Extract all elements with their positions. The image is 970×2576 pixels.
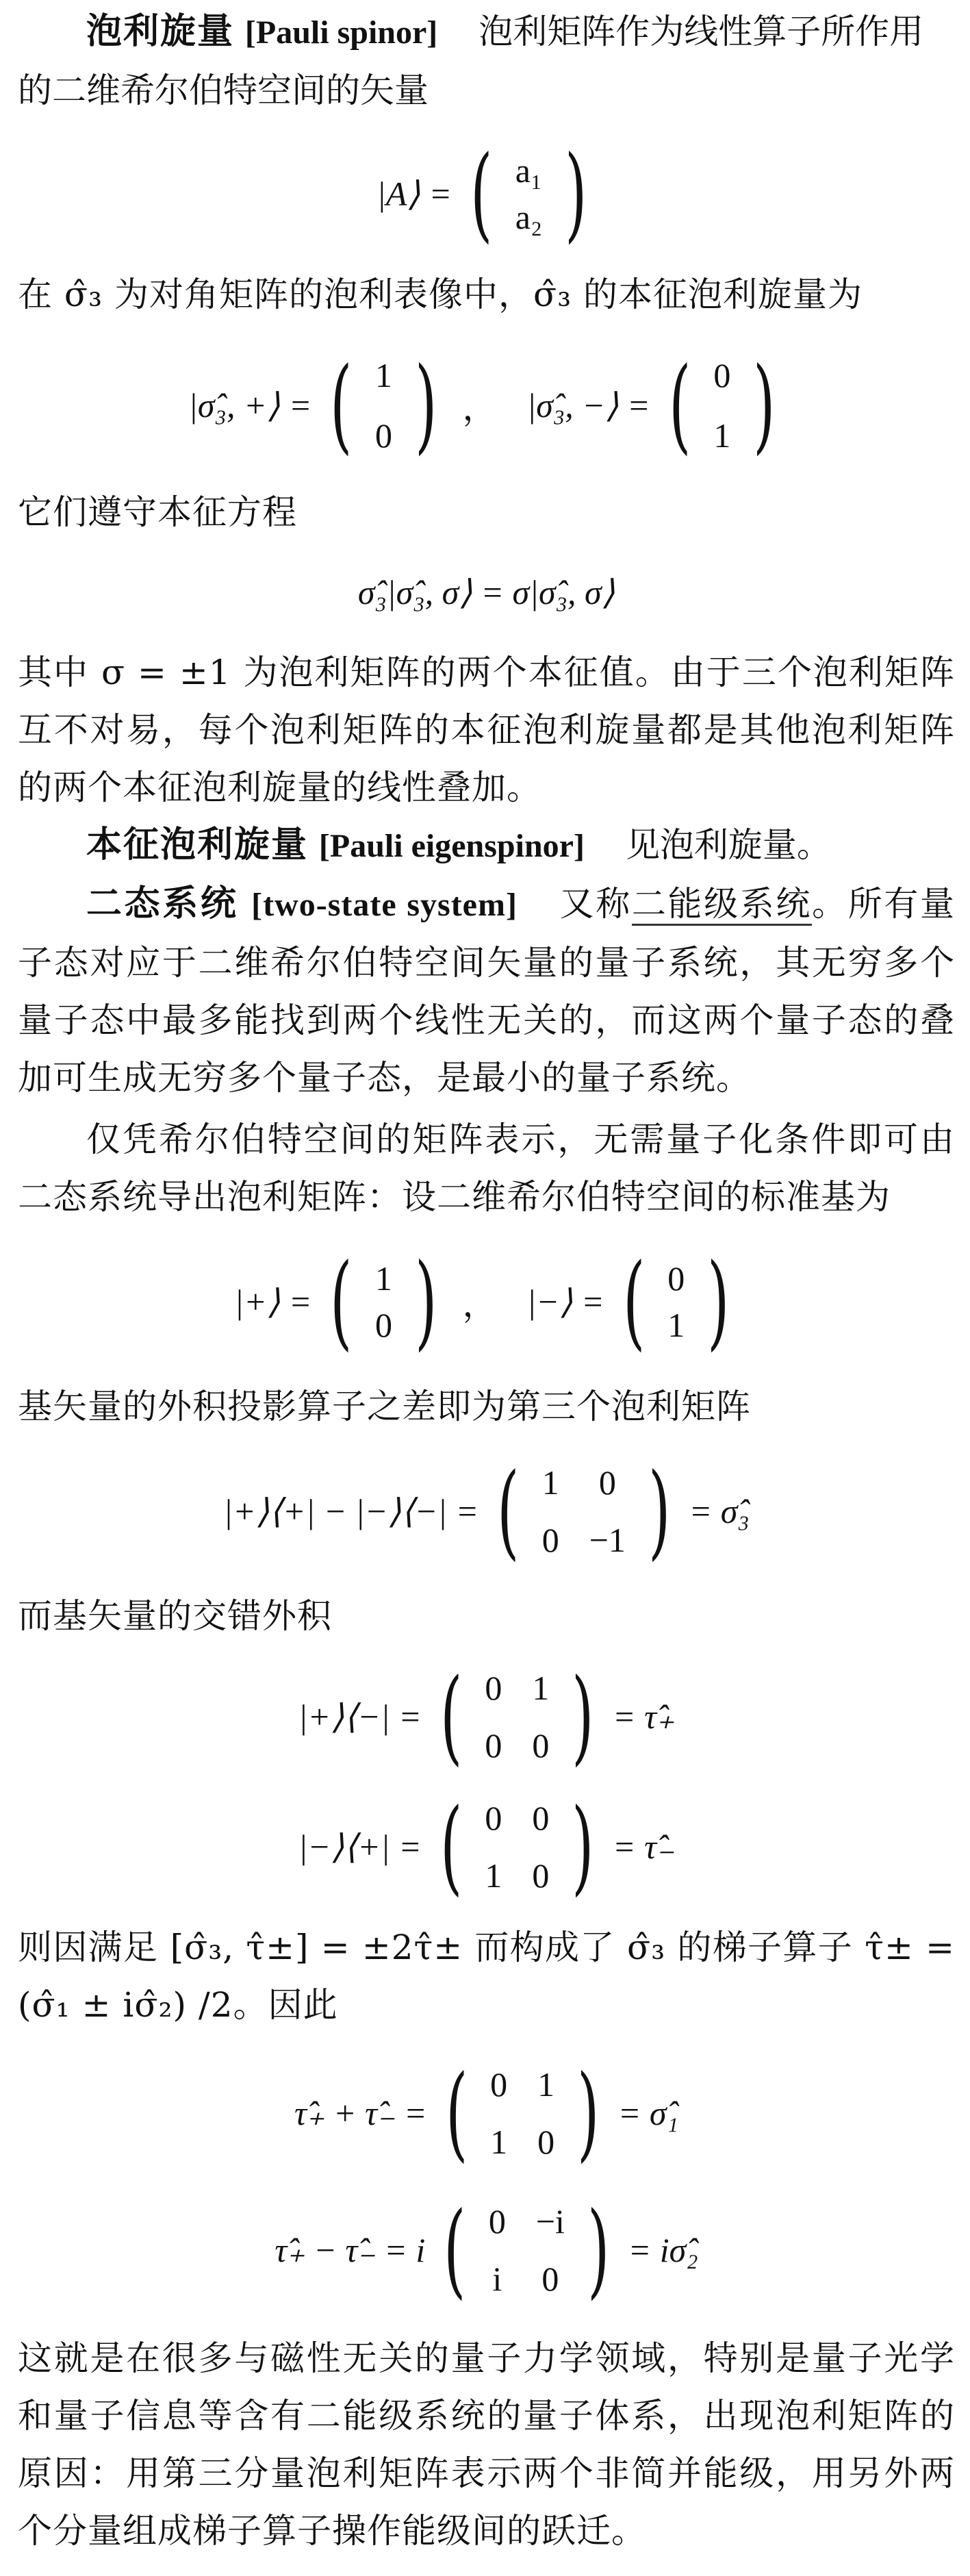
- column-vector: a₁ a₂: [515, 151, 543, 236]
- paragraph: 仅凭希尔伯特空间的矩阵表示，无需量子化条件即可由二态系统导出泡利矩阵：设二维希尔伯特空间的标准基为: [18, 1120, 955, 1217]
- paragraph: 它们遵守本征方程: [18, 492, 297, 532]
- entry-definition: 泡利矩阵作为线性算子所作用的二维希尔伯特空间的矢量: [18, 12, 924, 110]
- equation-spinor: |A⟩ = ( a₁ a₂ ): [376, 134, 587, 253]
- equation-tau-plus: |+⟩⟨−| = ( 0 1 0 0 ) = τ̂₊: [298, 1657, 675, 1776]
- equation-sigma2: τ̂₊ − τ̂₋ = i ( 0 −i i 0 ) = iσ̂₂: [275, 2190, 698, 2310]
- entry-term: 泡利旋量: [86, 11, 235, 52]
- paragraph: 基矢量的外积投影算子之差即为第三个泡利矩阵: [18, 1387, 751, 1426]
- paragraph: 则因满足 [σ̂₃, τ̂±] = ±2τ̂± 而构成了 σ̂₃ 的梯子算子 τ̂± = (σ̂₁ ± iσ̂₂) /2。因此: [18, 1928, 955, 2025]
- paragraph: 而基矢量的交错外积: [18, 1596, 332, 1636]
- entry-english: [Pauli spinor]: [244, 14, 438, 51]
- equation-sigma3: |+⟩⟨+| − |−⟩⟨−| = ( 1 0 0 −1 ) = σ̂₃: [223, 1452, 750, 1571]
- paragraph: 其中 σ = ±1 为泡利矩阵的两个本征值。由于三个泡利矩阵互不对易，每个泡利矩阵的本征泡利旋量都是其他泡利矩阵的两个本征泡利旋量的线性叠加。: [18, 653, 955, 807]
- equation-sigma1: τ̂₊ + τ̂₋ = ( 0 1 1 0 ) = σ̂₁: [294, 2054, 678, 2173]
- equation-eigen: σ̂₃|σ̂₃, σ⟩ = σ|σ̂₃, σ⟩: [357, 573, 615, 611]
- paragraph: 这就是在很多与磁性无关的量子力学领域，特别是量子光学和量子信息等含有二能级系统的量子体系，出现泡利矩阵的原因：用第三分量泡利矩阵表示两个非简并能级，用另外两个分量组成梯子算子操作能级间的跃迁。: [18, 2338, 955, 2551]
- entry-pauli-eigenspinor: 本征泡利旋量 [Pauli eigenspinor] 见泡利旋量。: [86, 824, 831, 866]
- document-page: [0, 3, 970, 2560]
- equation-tau-minus: |−⟩⟨+| = ( 0 0 1 0 ) = τ̂₋: [298, 1787, 675, 1906]
- cross-reference-link[interactable]: 二能级系统: [632, 884, 812, 926]
- equation-lhs: |A⟩ =: [376, 175, 452, 213]
- entry-two-state-system: 二态系统 [two-state system] 又称二能级系统。所有量子态对应于二维希尔伯特空间矢量的量子系统，其无穷多个量子态中最多能找到两个线性无关的，而这两个量子态的叠加可生成无穷多个量子态，是最小的量子系统。: [18, 883, 955, 1098]
- equation-eigenspinors: |σ̂₃, +⟩ = ( 1 0 ) ， |σ̂₃, −⟩ = ( 0 1 ): [188, 346, 776, 465]
- paragraph: 在 σ̂₃ 为对角矩阵的泡利表像中，σ̂₃ 的本征泡利旋量为: [18, 275, 863, 314]
- entry-pauli-spinor: [18, 3, 955, 119]
- equation-basis: |+⟩ = ( 1 0 ) ， |−⟩ = ( 0 1 ): [234, 1242, 730, 1361]
